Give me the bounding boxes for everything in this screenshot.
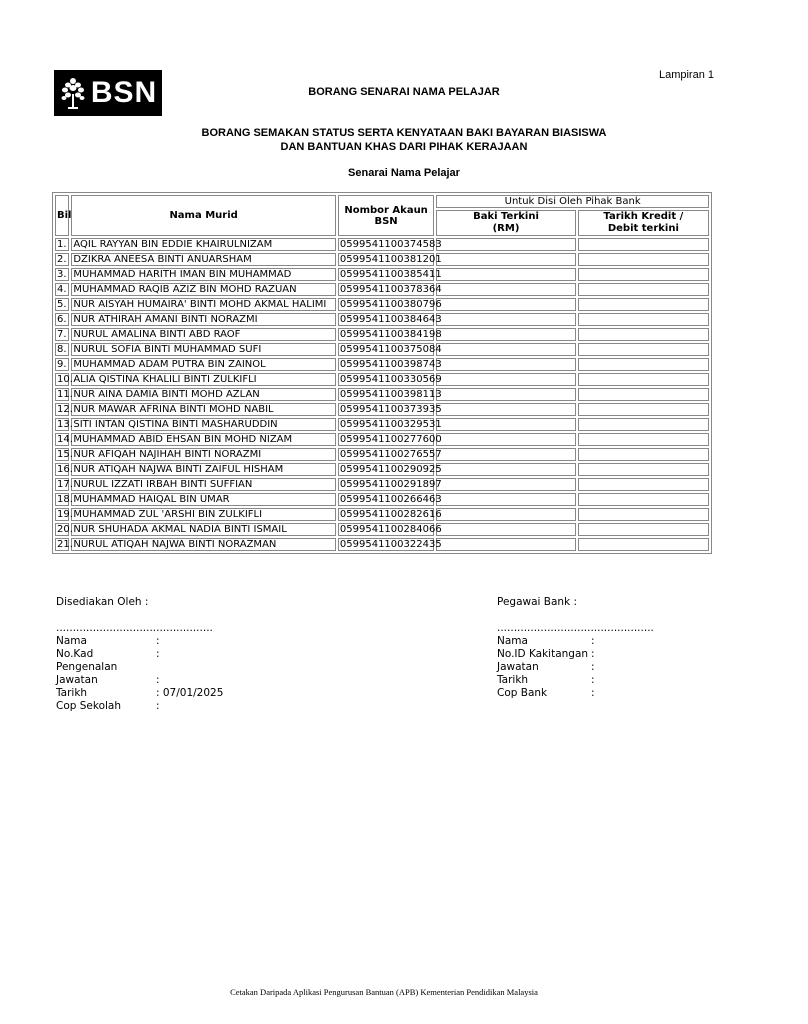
cell-name: SITI INTAN QISTINA BINTI MASHARUDDIN xyxy=(71,418,336,431)
cell-bil: 8. xyxy=(55,343,69,356)
cell-name: MUHAMMAD ADAM PUTRA BIN ZAINOL xyxy=(71,358,336,371)
right-field-value: : xyxy=(591,635,595,647)
left-field-label: Cop Sekolah xyxy=(56,700,122,712)
right-field-row xyxy=(497,674,654,687)
cell-name: NURUL ATIQAH NAJWA BINTI NORAZMAN xyxy=(71,538,336,551)
form-subtitle xyxy=(0,126,808,154)
left-field-label: Tarikh xyxy=(56,687,88,699)
col-header-name: Nama Murid xyxy=(71,195,336,236)
table-row xyxy=(55,493,709,506)
right-field-label: Jawatan xyxy=(497,661,539,673)
cell-name: NURUL SOFIA BINTI MUHAMMAD SUFI xyxy=(71,343,336,356)
cell-account: 0599541100330569 xyxy=(339,374,442,385)
col-header-account-line1: Nombor Akaun xyxy=(344,204,428,216)
left-field-label: No.Kad Pengenalan xyxy=(56,648,118,673)
cell-tarikh xyxy=(578,388,709,401)
cell-name: NUR AFIQAH NAJIHAH BINTI NORAZMI xyxy=(71,448,336,461)
subtitle-line-1: BORANG SEMAKAN STATUS SERTA KENYATAAN BAKI BAYARAN BIASISWA xyxy=(201,127,607,139)
col-header-tarikh-line2: Debit terkini xyxy=(607,223,679,234)
cell-name: NUR AINA DAMIA BINTI MOHD AZLAN xyxy=(71,388,336,401)
table-row xyxy=(55,253,709,266)
cell-tarikh xyxy=(578,373,709,386)
prepared-by-section xyxy=(56,596,223,713)
cell-name: ALIA QISTINA KHALILI BINTI ZULKIFLI xyxy=(71,373,336,386)
col-header-baki xyxy=(436,210,575,236)
right-field-row xyxy=(497,661,654,674)
cell-name: NUR MAWAR AFRINA BINTI MOHD NABIL xyxy=(71,403,336,416)
cell-bil: 21. xyxy=(57,539,73,550)
cell-account: 0599541100398743 xyxy=(339,359,442,370)
table-row xyxy=(55,358,709,371)
right-field-value: : xyxy=(591,648,595,660)
subtitle-line-2: DAN BANTUAN KHAS DARI PIHAK KERAJAAN xyxy=(280,141,528,153)
cell-tarikh xyxy=(578,253,709,266)
cell-bil: 18. xyxy=(57,494,73,505)
col-header-account xyxy=(338,195,434,236)
table-row xyxy=(55,448,709,461)
col-header-tarikh xyxy=(578,210,709,236)
right-field-row xyxy=(497,635,654,648)
table-row xyxy=(55,343,709,356)
cell-bil: 6. xyxy=(55,313,69,326)
cell-account: 0599541100290925 xyxy=(339,464,442,475)
cell-baki xyxy=(436,448,575,461)
cell-tarikh xyxy=(578,538,709,551)
table-row xyxy=(55,463,709,476)
cell-name: MUHAMMAD HAIQAL BIN UMAR xyxy=(71,493,336,506)
cell-account: 0599541100329531 xyxy=(339,419,442,430)
cell-tarikh xyxy=(578,358,709,371)
cell-account: 0599541100381201 xyxy=(339,254,442,265)
right-field-label: No.ID Kakitangan xyxy=(497,648,589,660)
right-field-label: Cop Bank xyxy=(497,687,548,699)
left-field-value: : xyxy=(156,635,160,647)
cell-baki xyxy=(436,538,575,551)
cell-name: MUHAMMAD ZUL 'ARSHI BIN ZULKIFLI xyxy=(71,508,336,521)
cell-account: 0599541100378364 xyxy=(339,284,442,295)
cell-bil: 4. xyxy=(55,283,69,296)
left-field-row xyxy=(56,700,223,713)
footer-text: Cetakan Daripada Aplikasi Pengurusan Bantuan (APB) Kementerian Pendidikan Malaysia xyxy=(230,987,538,997)
table-row xyxy=(55,433,709,446)
form-title: BORANG SENARAI NAMA PELAJAR xyxy=(308,86,500,98)
cell-baki xyxy=(436,253,575,266)
left-field-label: Jawatan xyxy=(56,674,98,686)
cell-name: MUHAMMAD ABID EHSAN BIN MOHD NIZAM xyxy=(71,433,336,446)
cell-tarikh xyxy=(578,463,709,476)
cell-name: NUR SHUHADA AKMAL NADIA BINTI ISMAIL xyxy=(71,523,336,536)
cell-bil: 9. xyxy=(55,358,69,371)
cell-bil: 2. xyxy=(55,253,69,266)
cell-name: NUR ATHIRAH AMANI BINTI NORAZMI xyxy=(71,313,336,326)
table-row xyxy=(55,478,709,491)
table-row xyxy=(55,283,709,296)
cell-tarikh xyxy=(578,493,709,506)
cell-bil: 10. xyxy=(57,374,73,385)
right-field-label: Nama xyxy=(497,635,528,647)
cell-name: MUHAMMAD HARITH IMAN BIN MUHAMMAD xyxy=(71,268,336,281)
cell-tarikh xyxy=(578,403,709,416)
table-row xyxy=(55,328,709,341)
cell-bil: 12. xyxy=(57,404,73,415)
cell-bil: 13. xyxy=(57,419,73,430)
cell-tarikh xyxy=(578,268,709,281)
right-field-row xyxy=(497,648,654,661)
section-title: Senarai Nama Pelajar xyxy=(348,167,460,179)
prepared-by-signature-line: ............................................... xyxy=(56,622,213,634)
right-field-label: Tarikh xyxy=(497,674,529,686)
cell-tarikh xyxy=(578,418,709,431)
table-row xyxy=(55,538,709,551)
cell-bil: 11. xyxy=(57,389,73,400)
cell-bil: 20. xyxy=(57,524,73,535)
cell-baki xyxy=(436,343,575,356)
cell-account: 0599541100373935 xyxy=(339,404,442,415)
col-header-bil: Bil xyxy=(55,195,69,236)
cell-tarikh xyxy=(578,508,709,521)
cell-baki xyxy=(436,388,575,401)
cell-bil: 15. xyxy=(57,449,73,460)
table-row xyxy=(55,403,709,416)
left-field-value: : xyxy=(156,648,160,660)
cell-baki xyxy=(436,328,575,341)
cell-baki xyxy=(436,283,575,296)
col-header-account-line2: BSN xyxy=(374,215,398,227)
table-row xyxy=(55,388,709,401)
col-header-tarikh-line1: Tarikh Kredit / xyxy=(603,211,684,222)
left-field-row xyxy=(56,687,223,700)
table-row xyxy=(55,268,709,281)
cell-tarikh xyxy=(578,343,709,356)
logo-text: BSN xyxy=(90,76,158,109)
cell-bil: 16. xyxy=(57,464,73,475)
cell-account: 0599541100277600 xyxy=(339,434,442,445)
cell-account: 0599541100284066 xyxy=(339,524,442,535)
cell-tarikh xyxy=(578,448,709,461)
cell-baki xyxy=(436,418,575,431)
right-field-value: : xyxy=(591,661,595,673)
cell-account: 0599541100374583 xyxy=(339,239,442,250)
cell-baki xyxy=(436,358,575,371)
bank-officer-heading: Pegawai Bank : xyxy=(497,596,578,608)
cell-baki xyxy=(436,298,575,311)
cell-tarikh xyxy=(578,433,709,446)
right-field-value: : xyxy=(591,674,595,686)
cell-tarikh xyxy=(578,238,709,251)
left-field-row xyxy=(56,648,223,674)
bank-officer-section xyxy=(497,596,654,700)
right-field-row xyxy=(497,687,654,700)
cell-bil: 7. xyxy=(55,328,69,341)
table-row xyxy=(55,418,709,431)
cell-name: NURUL IZZATI IRBAH BINTI SUFFIAN xyxy=(71,478,336,491)
cell-baki xyxy=(436,433,575,446)
table-row xyxy=(55,523,709,536)
cell-tarikh xyxy=(578,478,709,491)
cell-baki xyxy=(436,238,575,251)
cell-tarikh xyxy=(578,523,709,536)
cell-tarikh xyxy=(578,298,709,311)
left-field-row xyxy=(56,635,223,648)
cell-bil: 1. xyxy=(55,238,69,251)
cell-bil: 17. xyxy=(57,479,73,490)
left-field-value: : xyxy=(156,674,160,686)
cell-name: NUR AISYAH HUMAIRA' BINTI MOHD AKMAL HALIMI xyxy=(71,298,336,311)
table-row xyxy=(55,508,709,521)
cell-bil: 3. xyxy=(55,268,69,281)
table-row xyxy=(55,373,709,386)
bank-officer-signature-line: ............................................... xyxy=(497,622,654,634)
cell-account: 0599541100398113 xyxy=(339,389,442,400)
lampiran-label: Lampiran 1 xyxy=(658,69,714,81)
cell-baki xyxy=(436,463,575,476)
cell-name: DZIKRA ANEESA BINTI ANUARSHAM xyxy=(71,253,336,266)
cell-account: 0599541100291897 xyxy=(339,479,442,490)
prepared-by-heading: Disediakan Oleh : xyxy=(56,596,149,608)
cell-baki xyxy=(436,313,575,326)
cell-account: 0599541100322435 xyxy=(339,539,442,550)
cell-account: 0599541100385411 xyxy=(339,269,442,280)
cell-account: 0599541100384198 xyxy=(339,329,442,340)
student-table xyxy=(52,192,712,554)
cell-bil: 14. xyxy=(57,434,73,445)
left-field-label: Nama xyxy=(56,635,87,647)
left-field-row xyxy=(56,674,223,687)
table-row xyxy=(55,313,709,326)
table-row xyxy=(55,238,709,251)
cell-baki xyxy=(436,523,575,536)
cell-name: NURUL AMALINA BINTI ABD RAOF xyxy=(71,328,336,341)
cell-tarikh xyxy=(578,313,709,326)
col-header-baki-line2: (RM) xyxy=(492,223,520,234)
cell-baki xyxy=(436,493,575,506)
col-header-baki-line1: Baki Terkini xyxy=(473,211,539,222)
cell-account: 0599541100384643 xyxy=(339,314,442,325)
cell-account: 0599541100380796 xyxy=(339,299,442,310)
cell-baki xyxy=(436,403,575,416)
cell-name: NUR ATIQAH NAJWA BINTI ZAIFUL HISHAM xyxy=(71,463,336,476)
col-header-bank-group: Untuk Disi Oleh Pihak Bank xyxy=(436,195,709,208)
left-field-value: : xyxy=(156,700,160,712)
cell-baki xyxy=(436,508,575,521)
cell-account: 0599541100276557 xyxy=(339,449,442,460)
cell-name: AQIL RAYYAN BIN EDDIE KHAIRULNIZAM xyxy=(71,238,336,251)
cell-baki xyxy=(436,373,575,386)
cell-account: 0599541100282616 xyxy=(339,509,442,520)
cell-baki xyxy=(436,478,575,491)
table-row xyxy=(55,298,709,311)
cell-tarikh xyxy=(578,328,709,341)
cell-name: MUHAMMAD RAQIB AZIZ BIN MOHD RAZUAN xyxy=(71,283,336,296)
left-field-value: : 07/01/2025 xyxy=(156,687,224,699)
right-field-value: : xyxy=(591,687,595,699)
cell-bil: 19. xyxy=(57,509,73,520)
cell-account: 0599541100266463 xyxy=(339,494,442,505)
cell-tarikh xyxy=(578,283,709,296)
cell-bil: 5. xyxy=(55,298,69,311)
cell-account: 0599541100375084 xyxy=(339,344,442,355)
cell-baki xyxy=(436,268,575,281)
